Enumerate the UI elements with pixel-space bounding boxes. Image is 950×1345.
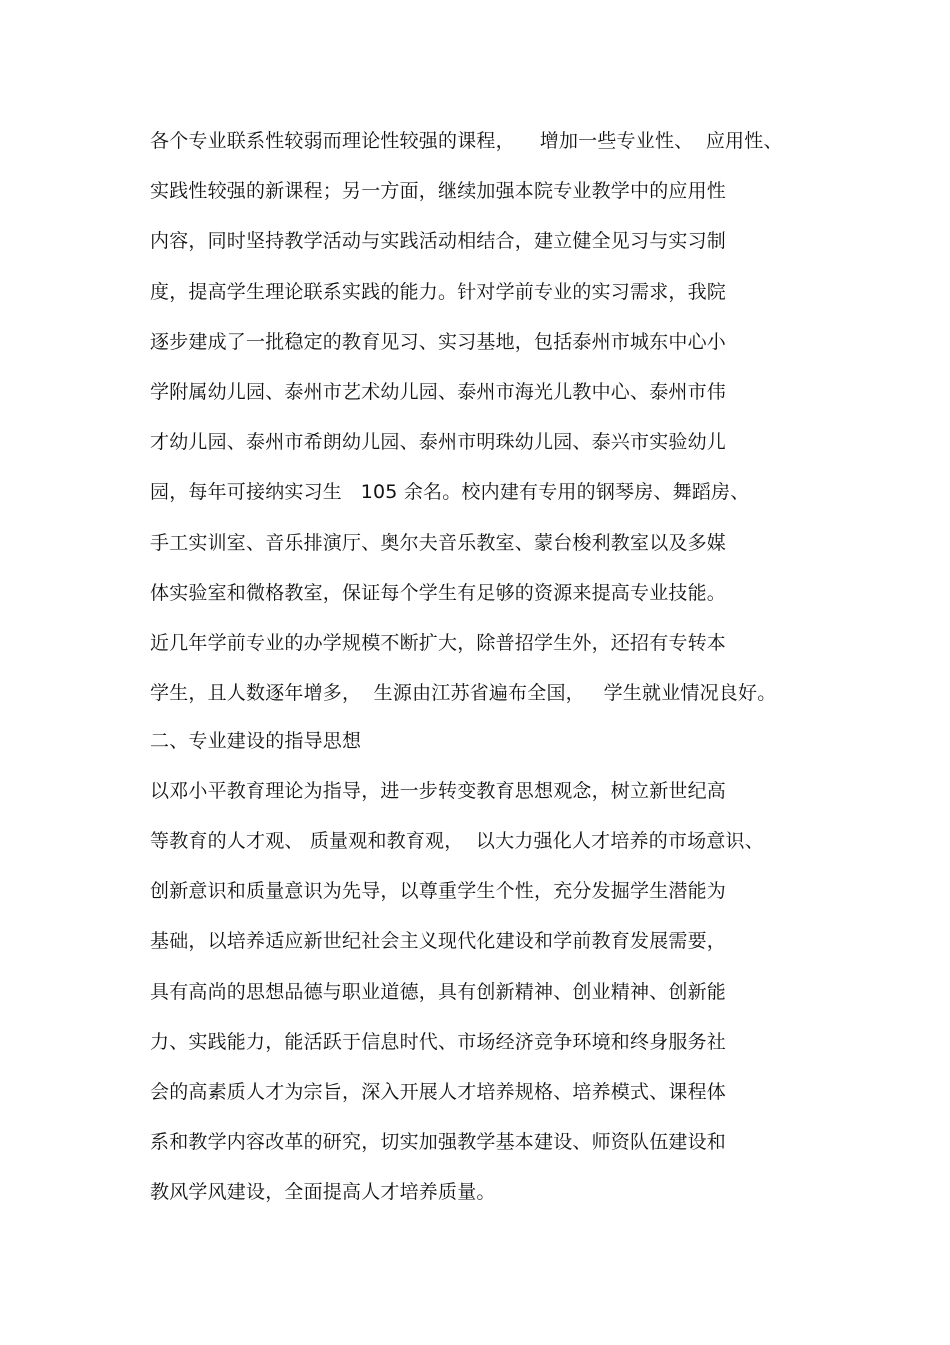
section-heading: 二、专业建设的指导思想	[150, 730, 362, 752]
text-line: 以邓小平教育理论为指导，进一步转变教育思想观念，树立新世纪高	[150, 780, 727, 802]
text-line: 近几年学前专业的办学规模不断扩大，除普招学生外，还招有专转本	[150, 632, 727, 654]
text-line: 基础，以培养适应新世纪社会主义现代化建设和学前教育发展需要，	[150, 930, 727, 952]
text-line: 具有高尚的思想品德与职业道德，具有创新精神、创业精神、创新能	[150, 981, 727, 1003]
text-line: 创新意识和质量意识为先导，以尊重学生个性，充分发掘学生潜能为	[150, 880, 727, 902]
text-line: 内容，同时坚持教学活动与实践活动相结合，建立健全见习与实习制	[150, 230, 727, 252]
text-line: 会的高素质人才为宗旨，深入开展人才培养规格、培养模式、课程体	[150, 1081, 727, 1103]
text-line: 度，提高学生理论联系实践的能力。针对学前专业的实习需求，我院	[150, 281, 727, 303]
text-line: 各个专业联系性较弱而理论性较强的课程， 增加一些专业性、 应用性、	[150, 130, 783, 152]
text-line: 才幼儿园、泰州市希朗幼儿园、泰州市明珠幼儿园、泰兴市实验幼儿	[150, 431, 727, 453]
text-line: 学附属幼儿园、泰州市艺术幼儿园、泰州市海光儿教中心、泰州市伟	[150, 381, 727, 403]
text-line: 实践性较强的新课程；另一方面，继续加强本院专业教学中的应用性	[150, 180, 727, 202]
text-line: 等教育的人才观、 质量观和教育观， 以大力强化人才培养的市场意识、	[150, 830, 764, 852]
text-line: 力、实践能力，能活跃于信息时代、市场经济竞争环境和终身服务社	[150, 1031, 727, 1053]
text-line: 学生，且人数逐年增多， 生源由江苏省遍布全国， 学生就业情况良好。	[150, 682, 777, 704]
text-line: 体实验室和微格教室，保证每个学生有足够的资源来提高专业技能。	[150, 582, 727, 604]
text-line: 教风学风建设，全面提高人才培养质量。	[150, 1181, 496, 1203]
text-line: 系和教学内容改革的研究，切实加强教学基本建设、师资队伍建设和	[150, 1131, 727, 1153]
text-line: 园，每年可接纳实习生 105 余名。校内建有专用的钢琴房、舞蹈房、	[150, 481, 750, 503]
text-line: 逐步建成了一批稳定的教育见习、实习基地，包括泰州市城东中心小	[150, 331, 727, 353]
text-line: 手工实训室、音乐排演厅、奥尔夫音乐教室、蒙台梭利教室以及多媒	[150, 532, 727, 554]
